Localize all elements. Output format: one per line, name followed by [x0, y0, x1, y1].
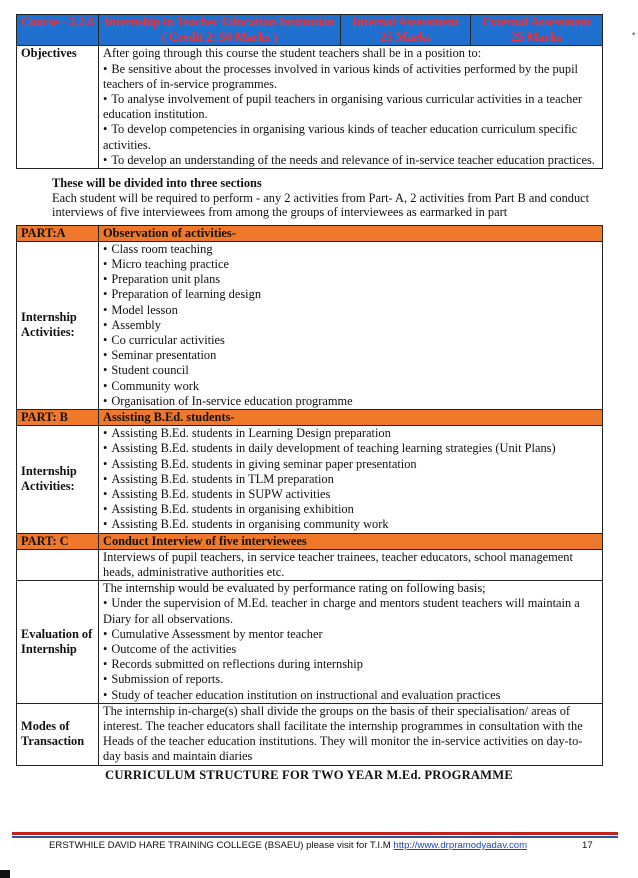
internal-assessment-cell — [341, 15, 471, 46]
list-item: • Assisting B.Ed. students in organising community work — [103, 517, 598, 532]
part-a-row — [17, 241, 603, 409]
part-c-text: Interviews of pupil teachers, in service teacher trainees, teacher educators, school management heads, administrative authorities etc. — [99, 549, 603, 580]
part-b-row — [17, 426, 603, 533]
list-item: • Assisting B.Ed. students in TLM preparation — [103, 472, 598, 487]
modes-row — [17, 703, 603, 765]
list-item: • Assisting B.Ed. students in Learning Design preparation — [103, 426, 598, 441]
part-b-content — [99, 426, 603, 533]
course-table — [16, 14, 603, 169]
part-a-content — [99, 241, 603, 409]
external-assessment-marks: 25 Marks — [511, 30, 562, 45]
list-item: • Cumulative Assessment by mentor teacher — [103, 627, 598, 642]
list-item: • Student council — [103, 363, 598, 378]
part-a-row-label: Internship Activities: — [17, 241, 99, 409]
internship-credit: ( Credit 2: 50 Marks ) — [161, 30, 278, 45]
list-item: • Study of teacher education institution on instructional and evaluation practices — [103, 688, 598, 703]
list-item: • To analyse involvement of pupil teachers in organising various curricular activities in a teacher education institution. — [103, 92, 598, 122]
objectives-list — [103, 62, 598, 168]
objectives-intro: After going through this course the student teachers shall be in a position to: — [103, 46, 482, 61]
evaluation-row — [17, 581, 603, 704]
evaluation-content — [99, 581, 603, 704]
part-a-header-row — [17, 225, 603, 241]
list-item: • Co curricular activities — [103, 333, 598, 348]
part-b-title: Assisting B.Ed. students- — [99, 409, 603, 425]
list-item: • Outcome of the activities — [103, 642, 598, 657]
evaluation-intro: The internship would be evaluated by performance rating on following basis; — [103, 581, 486, 596]
part-b-list — [103, 426, 598, 532]
list-item: • Assisting B.Ed. students in organising exhibition — [103, 502, 598, 517]
list-item: • Assisting B.Ed. students in daily development of teaching learning strategies (Unit Plans) — [103, 441, 598, 456]
sections-text: Each student will be required to perform - any 2 activities from Part- A, 2 activities from Part B and conduct interviews of five interviewees from among the groups of interviewees as earmarked in part — [52, 190, 590, 220]
external-assessment-cell — [471, 15, 603, 46]
list-item: • Micro teaching practice — [103, 257, 598, 272]
part-c-title: Conduct Interview of five interviewees — [99, 533, 603, 549]
part-a-title: Observation of activities- — [99, 225, 603, 241]
page-number: 17 — [582, 840, 593, 851]
external-assessment-label: External Assessment — [481, 15, 592, 29]
footer-divider-red — [12, 832, 618, 835]
parts-table — [16, 225, 603, 766]
footer-line — [49, 840, 527, 852]
modes-label: Modes of Transaction — [17, 703, 99, 765]
internal-assessment-marks: 25 Marks — [380, 30, 431, 45]
list-item: • To develop an understanding of the needs and relevance of in-service teacher education practices. — [103, 153, 598, 168]
document-page — [16, 14, 602, 783]
list-item: • Be sensitive about the processes involved in various kinds of activities performed by the pupil teachers of in-service programmes. — [103, 62, 598, 92]
footer-divider-blue — [12, 836, 618, 838]
part-c-label: PART: C — [17, 533, 99, 549]
internship-title: Internship in Teacher Education Institution — [104, 15, 335, 29]
list-item: • Under the supervision of M.Ed. teacher in charge and mentors student teachers will maintain a Diary for all observations. — [103, 596, 598, 626]
scan-edge-mark — [0, 870, 10, 878]
internship-title-cell — [99, 15, 341, 46]
sections-intro — [16, 169, 602, 225]
objectives-label: Objectives — [17, 46, 99, 169]
list-item: • Assisting B.Ed. students in SUPW activities — [103, 487, 598, 502]
list-item: • Preparation unit plans — [103, 272, 598, 287]
list-item: • Class room teaching — [103, 242, 598, 257]
list-item: • Model lesson — [103, 303, 598, 318]
part-a-list — [103, 242, 598, 409]
list-item: • Assisting B.Ed. students in giving seminar paper presentation — [103, 457, 598, 472]
objectives-row — [17, 46, 603, 169]
list-item: • Community work — [103, 379, 598, 394]
part-a-label: PART:A — [17, 225, 99, 241]
list-item: • Preparation of learning design — [103, 287, 598, 302]
course-code-cell: Course - 2.2.6 — [17, 15, 99, 46]
footer-link[interactable]: http://www.drpramodyadav.com — [393, 840, 528, 851]
evaluation-list — [103, 596, 598, 702]
course-header-row — [17, 15, 603, 46]
list-item: • Seminar presentation — [103, 348, 598, 363]
modes-text: The internship in-charge(s) shall divide the groups on the basis of their specialisation/ areas of interest. The teacher educators shall facilitate the internship programmes in consultation with the Heads of the teacher education institutions. They will monitor the in-service activities on day-to-day basis and maintain diaries — [99, 703, 603, 765]
part-c-row — [17, 549, 603, 580]
part-b-header-row — [17, 409, 603, 425]
scan-speck-mark: • — [631, 30, 637, 40]
evaluation-label: Evaluation of Internship — [17, 581, 99, 704]
part-c-empty-cell — [17, 549, 99, 580]
list-item: • To develop competencies in organising various kinds of teacher education curriculum specific activities. — [103, 122, 598, 152]
list-item: • Records submitted on reflections during internship — [103, 657, 598, 672]
part-b-row-label: Internship Activities: — [17, 426, 99, 533]
part-c-header-row — [17, 533, 603, 549]
objectives-content — [99, 46, 603, 169]
internal-assessment-label: Internal Assessment — [352, 15, 459, 29]
list-item: • Submission of reports. — [103, 672, 598, 687]
part-b-label: PART: B — [17, 409, 99, 425]
footer-text: ERSTWHILE DAVID HARE TRAINING COLLEGE (BSAEU) please visit for T.I.M — [49, 840, 391, 851]
sections-heading: These will be divided into three sections — [52, 176, 262, 191]
list-item: • Organisation of In-service education programme — [103, 394, 598, 409]
curriculum-title: CURRICULUM STRUCTURE FOR TWO YEAR M.Ed. PROGRAMME — [105, 767, 513, 782]
list-item: • Assembly — [103, 318, 598, 333]
